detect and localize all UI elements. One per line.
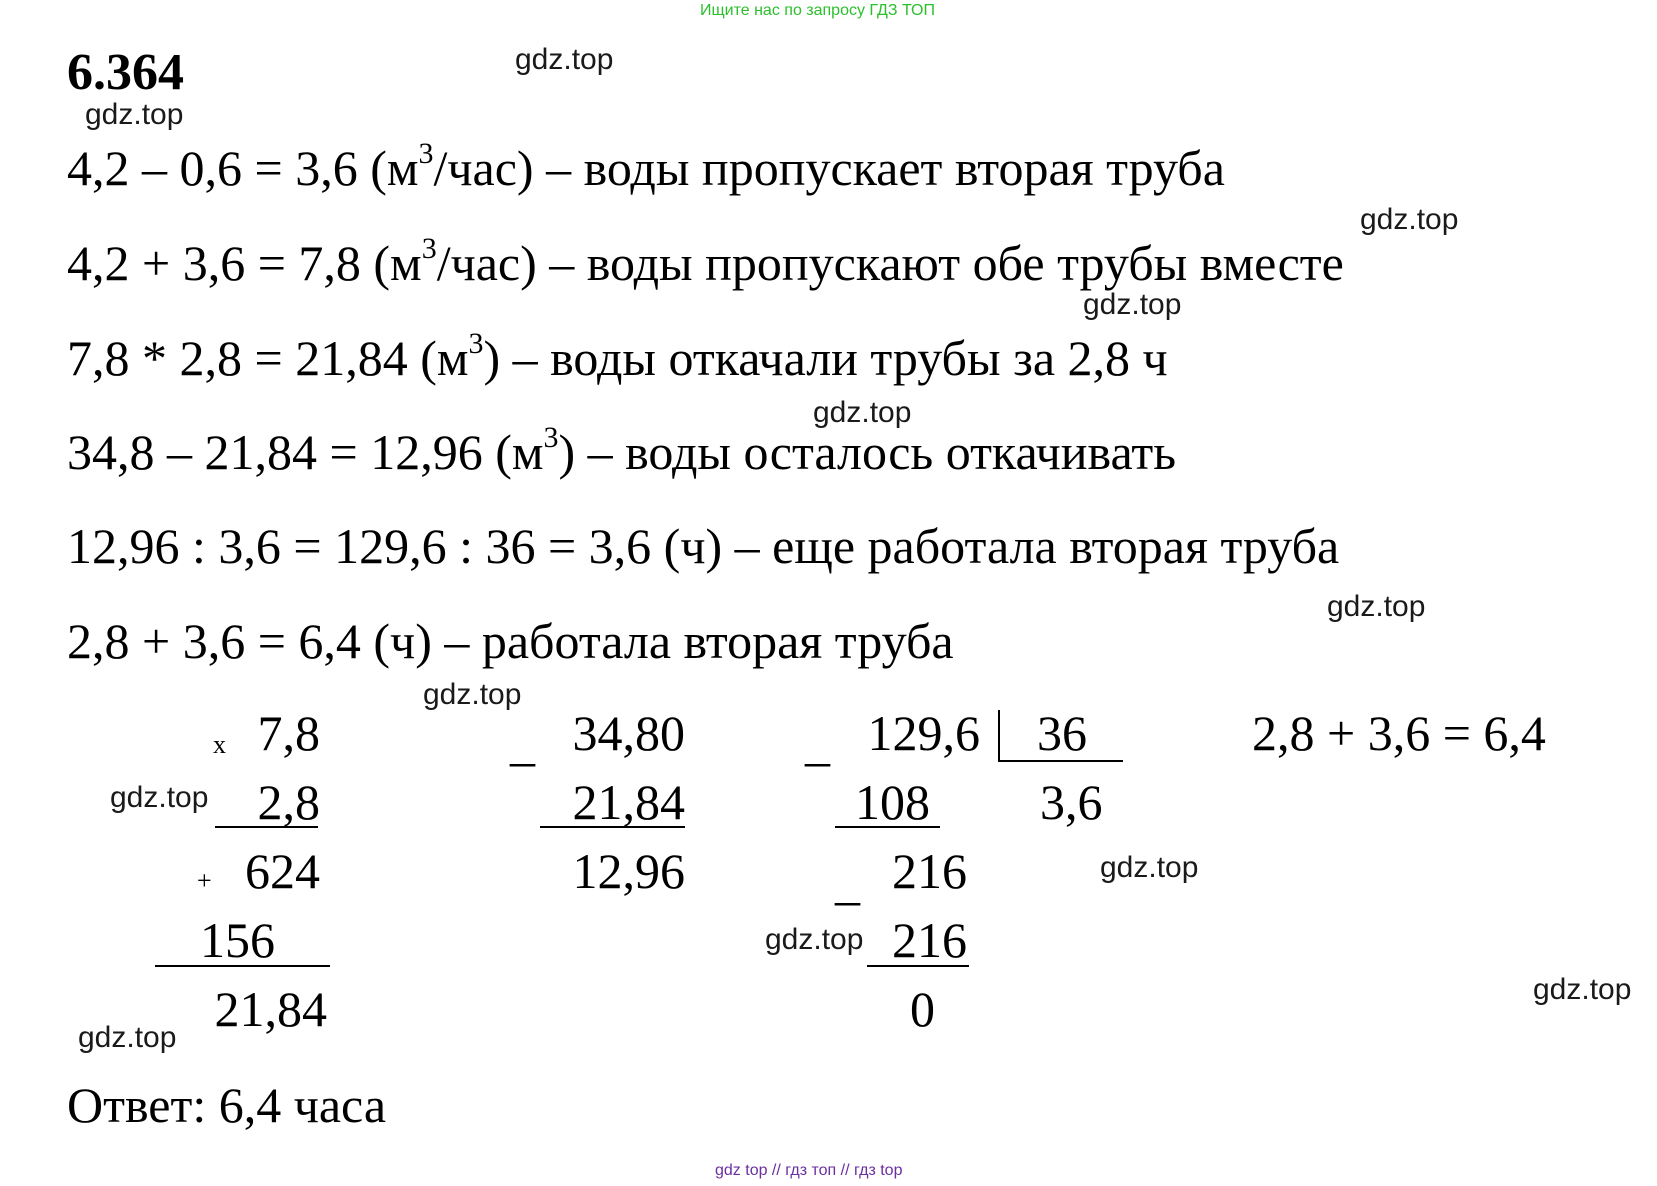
watermark: gdz.top: [765, 923, 864, 956]
equation-line-6: 2,8 + 3,6 = 6,4 (ч) – работала вторая труба: [67, 613, 954, 669]
sub-result: 12,96: [572, 843, 685, 899]
equation-line-3: 7,8 * 2,8 = 21,84 $(м^3)$ – воды откачали трубы за 2,8 ч: [67, 327, 1168, 386]
mult-factor-1: 7,8: [257, 705, 320, 761]
watermark: gdz.top: [423, 678, 522, 711]
watermark: gdz.top: [78, 1021, 177, 1054]
div-quotient: 3,6: [1040, 774, 1103, 830]
watermark: gdz.top: [813, 396, 912, 429]
watermark: gdz.top: [1100, 851, 1199, 884]
div-divisor: 36: [1037, 705, 1087, 761]
task-number: 6.364: [67, 44, 184, 101]
watermark: gdz.top: [110, 781, 209, 814]
equation-line-5: 12,96 : 3,6 = 129,6 : 36 = 3,6 (ч) – еще работала вторая труба: [67, 518, 1340, 574]
equation-line-4: 34,8 – 21,84 = 12,96 $(м^3)$ – воды осталось откачивать: [67, 421, 1177, 480]
div-vertical-line: [998, 710, 1000, 760]
sub-line: [540, 826, 685, 828]
div-line-2: [867, 965, 969, 967]
div-remainder-1: 216: [892, 843, 967, 899]
watermark: gdz.top: [1533, 973, 1632, 1006]
div-dividend: 129,6: [867, 705, 980, 761]
sub-subtrahend: 21,84: [572, 774, 685, 830]
watermark: gdz.top: [1327, 590, 1426, 623]
div-subtract-2: 216: [892, 912, 967, 968]
div-remainder-final: 0: [910, 981, 935, 1037]
mult-line-2: [155, 965, 330, 967]
div-minus-1: _: [805, 715, 830, 771]
div-line-1: [835, 826, 940, 828]
mult-line-1: [215, 826, 318, 828]
div-divisor-line: [998, 760, 1123, 762]
watermark: gdz.top: [1360, 203, 1459, 236]
equation-line-2: 4,2 + 3,6 = 7,8 $(м^3/час)$ – воды пропускают обе трубы вместе: [67, 232, 1344, 291]
div-minus-2: _: [835, 854, 860, 910]
watermark: gdz.top: [515, 43, 614, 76]
multiply-sign: x: [213, 730, 226, 759]
sum-equation: 2,8 + 3,6 = 6,4: [1252, 705, 1546, 761]
top-banner: Ищите нас по запросу ГДЗ ТОП: [700, 2, 935, 19]
mult-partial-2: 156: [200, 912, 275, 968]
mult-partial-1: 624: [245, 843, 320, 899]
plus-sign: +: [197, 866, 212, 895]
mult-result: 21,84: [214, 981, 327, 1037]
mult-factor-2: 2,8: [257, 774, 320, 830]
sub-minus: _: [510, 715, 535, 771]
answer: Ответ: 6,4 часа: [67, 1077, 387, 1133]
equation-line-1: 4,2 – 0,6 = 3,6 $(м^3/час)$ – воды пропускает вторая труба: [67, 137, 1225, 196]
watermark: gdz.top: [1083, 288, 1182, 321]
sub-minuend: 34,80: [572, 705, 685, 761]
div-subtract-1: 108: [855, 774, 930, 830]
footer-links[interactable]: gdz top // гдз топ // гдз top: [715, 1162, 903, 1179]
watermark: gdz.top: [85, 98, 184, 131]
